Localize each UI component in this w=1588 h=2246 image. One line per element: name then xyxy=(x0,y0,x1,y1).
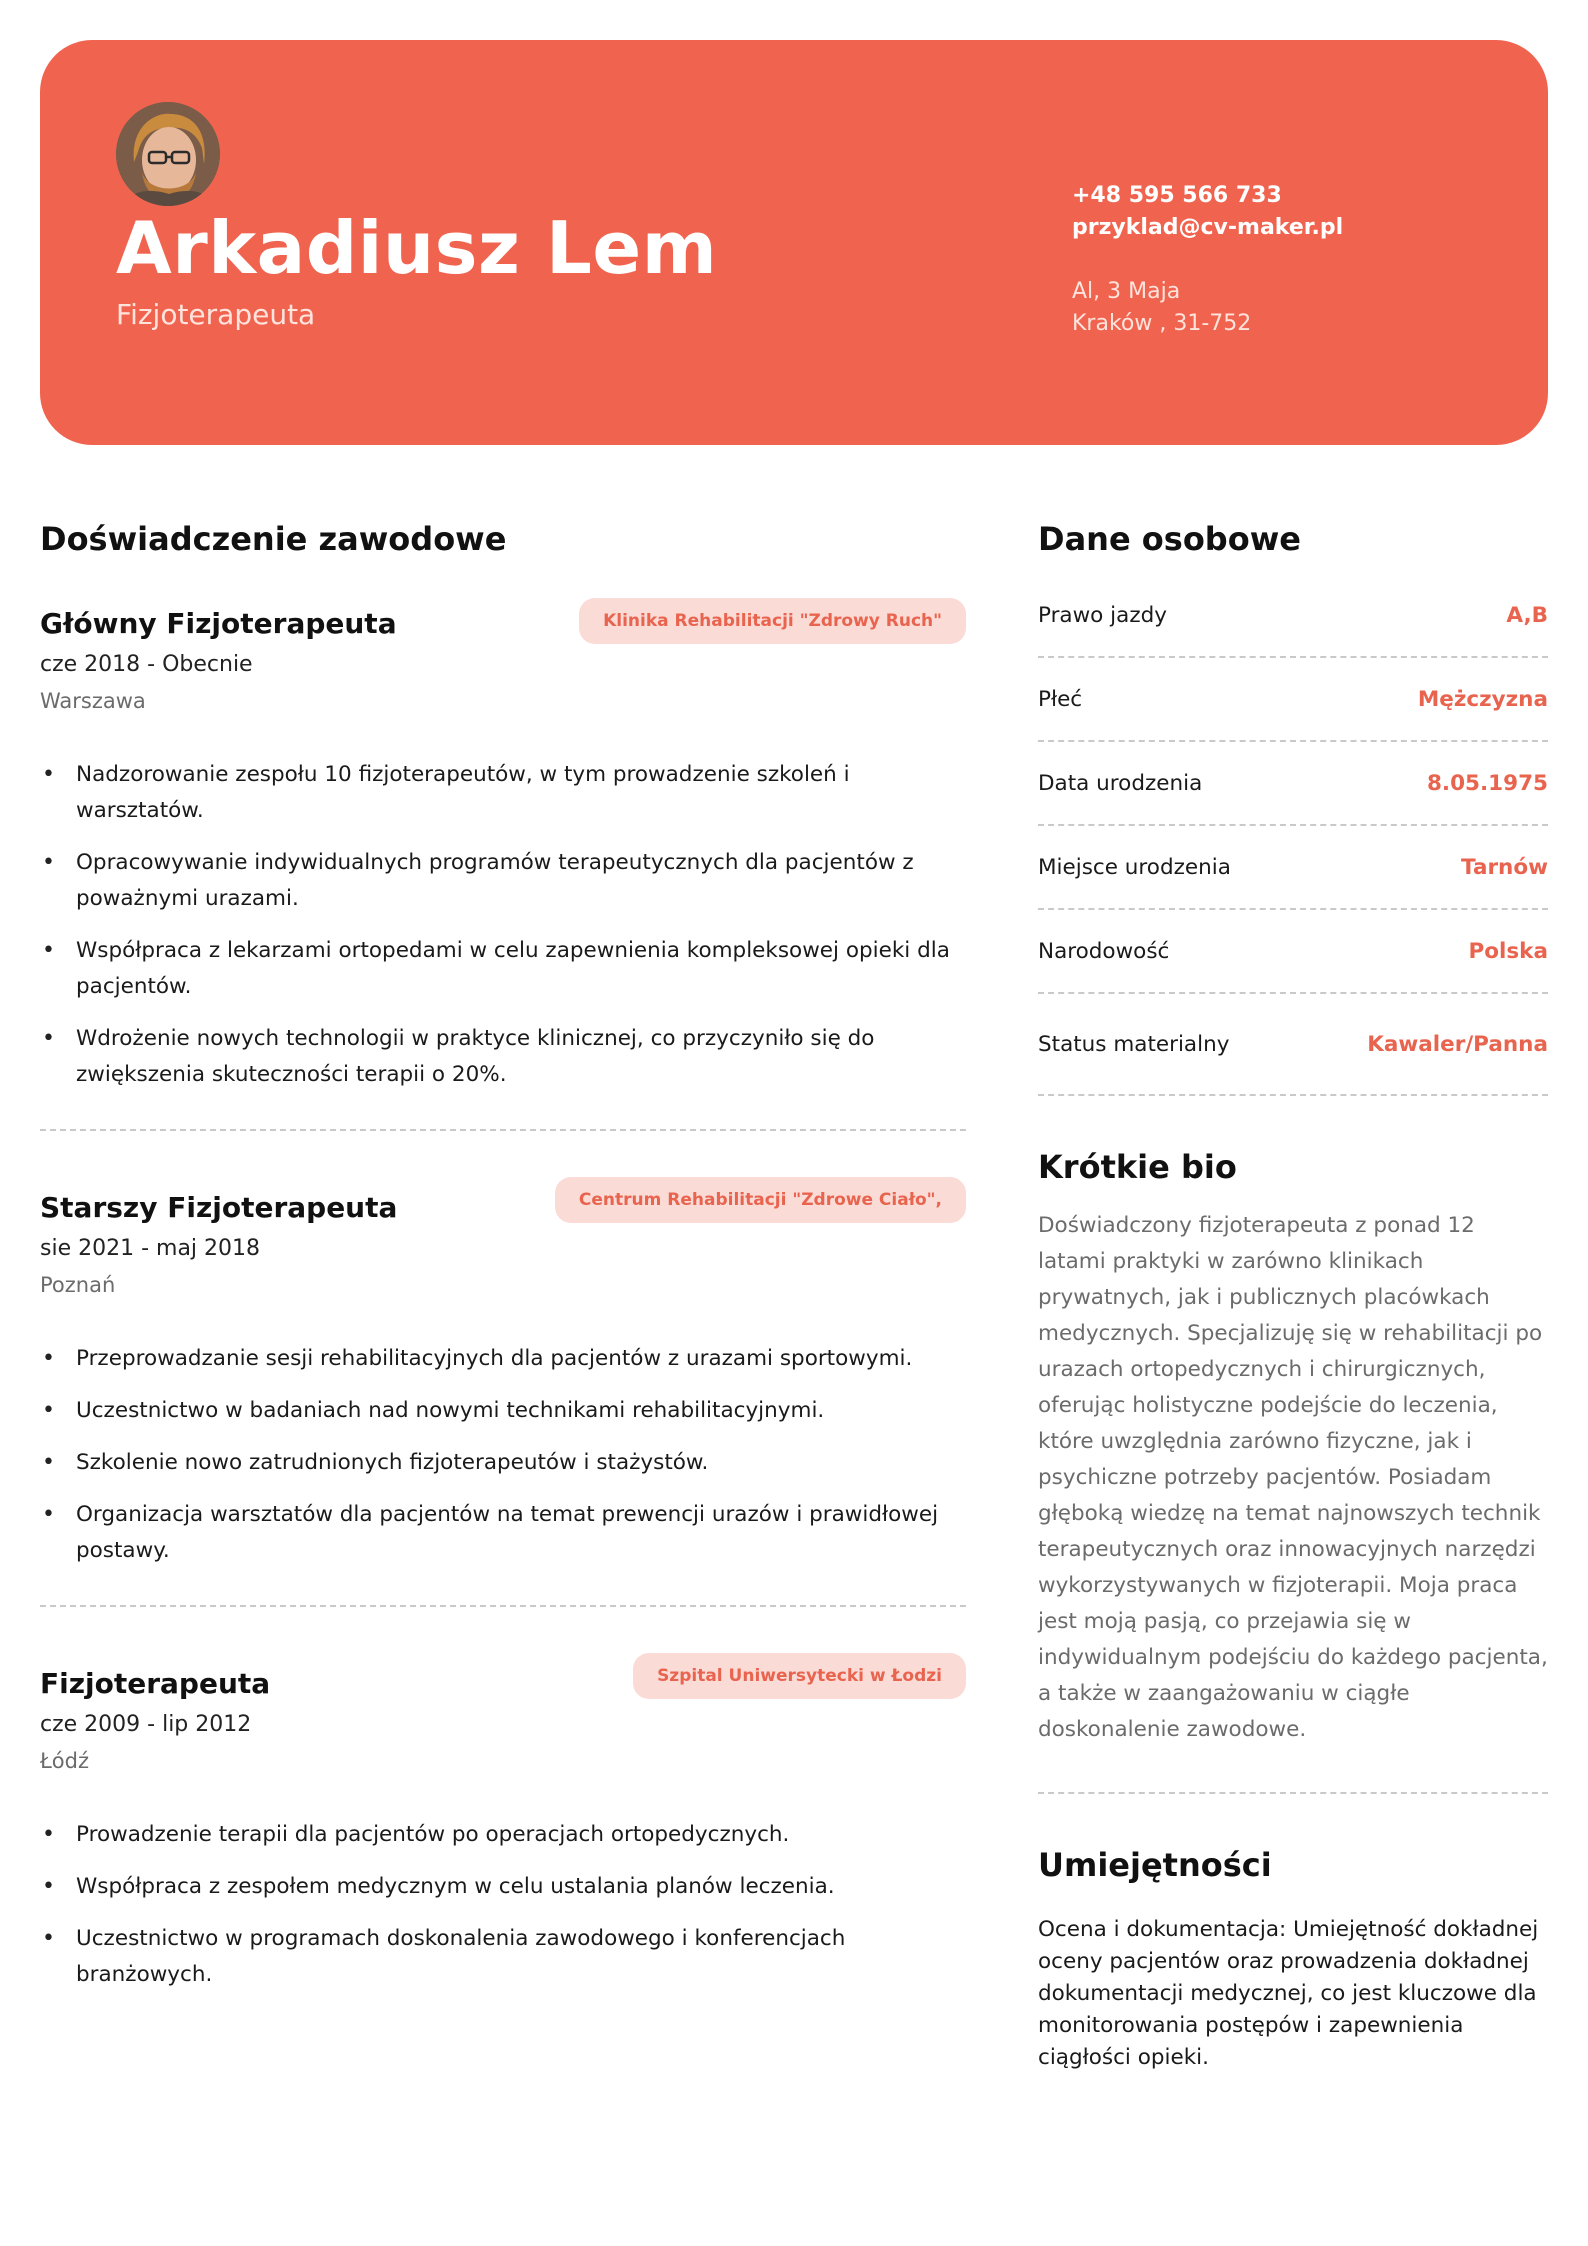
skills-heading: Umiejętności xyxy=(1038,1846,1272,1884)
divider xyxy=(40,1605,966,1607)
personal-label: Status materialny xyxy=(1038,1031,1230,1057)
job-entry xyxy=(40,1177,966,1569)
experience-heading: Doświadczenie zawodowe xyxy=(40,520,507,558)
personal-label: Płeć xyxy=(1038,686,1083,712)
personal-data-list xyxy=(1038,574,1548,1096)
personal-row xyxy=(1038,574,1548,658)
job-entry xyxy=(40,598,966,1093)
personal-value: Tarnów xyxy=(1461,854,1548,880)
personal-value: Mężczyzna xyxy=(1417,686,1548,712)
list-item: • Szkolenie nowo zatrudnionych fizjoterapeutów i stażystów. xyxy=(40,1445,966,1481)
list-item: • Wdrożenie nowych technologii w praktyce klinicznej, co przyczyniło się do zwiększenia skuteczności terapii o 20%. xyxy=(40,1021,966,1093)
personal-row xyxy=(1038,826,1548,910)
bio-text: Doświadczony fizjoterapeuta z ponad 12 latami praktyki w zarówno klinikach prywatnych, jak i publicznych placówkach medycznych. Specjalizuję się w rehabilitacji po urazach ortopedycznych i chirurgicznych, oferując holistyczne podejście do leczenia, które uwzględnia zarówno fizyczne, jak i psychiczne potrzeby pacjentów. Posiadam głęboką wiedzę na temat najnowszych technik terapeutycznych oraz innowacyjnych narzędzi wykorzystywanych w fizjoterapii. Moja praca jest moją pasją, co przejawia się w indywidualnym podejściu do każdego pacjenta, a także w zaangażowaniu w ciągłe doskonalenie zawodowe. xyxy=(1038,1213,1548,1742)
personal-heading: Dane osobowe xyxy=(1038,520,1301,558)
duties-list xyxy=(40,1341,966,1569)
header-banner xyxy=(40,40,1548,445)
list-item: • Prowadzenie terapii dla pacjentów po operacjach ortopedycznych. xyxy=(40,1817,966,1853)
job-title: Starszy Fizjoterapeuta xyxy=(40,1191,398,1224)
personal-label: Data urodzenia xyxy=(1038,770,1203,796)
job-city: Łódź xyxy=(40,1749,90,1773)
address-line-1: Al, 3 Maja xyxy=(1072,279,1181,304)
job-dates: cze 2009 - lip 2012 xyxy=(40,1712,252,1737)
email[interactable]: przyklad@cv-maker.pl xyxy=(1072,215,1344,240)
candidate-job-title: Fizjoterapeuta xyxy=(116,298,316,331)
personal-row xyxy=(1038,658,1548,742)
job-entry xyxy=(40,1653,966,1993)
sidebar xyxy=(1038,520,1548,2074)
duties-list xyxy=(40,757,966,1093)
list-item: • Współpraca z lekarzami ortopedami w celu zapewnienia kompleksowej opieki dla pacjentów. xyxy=(40,933,966,1005)
job-dates: cze 2018 - Obecnie xyxy=(40,652,253,677)
list-item: • Organizacja warsztatów dla pacjentów na temat prewencji urazów i prawidłowej postawy. xyxy=(40,1497,966,1569)
job-city: Poznań xyxy=(40,1273,116,1297)
address-line-2: Kraków , 31-752 xyxy=(1072,311,1252,336)
personal-value: Polska xyxy=(1468,938,1548,964)
personal-label: Miejsce urodzenia xyxy=(1038,854,1231,880)
divider xyxy=(40,1129,966,1131)
contact-block xyxy=(1072,180,1343,340)
avatar xyxy=(116,102,220,206)
list-item: • Uczestnictwo w programach doskonalenia zawodowego i konferencjach branżowych. xyxy=(40,1921,966,1993)
personal-value: Kawaler/Panna xyxy=(1367,1031,1548,1057)
job-dates: sie 2021 - maj 2018 xyxy=(40,1236,261,1261)
divider xyxy=(1038,1792,1548,1794)
list-item: • Uczestnictwo w badaniach nad nowymi technikami rehabilitacyjnymi. xyxy=(40,1393,966,1429)
personal-row xyxy=(1038,742,1548,826)
list-item: • Opracowywanie indywidualnych programów terapeutycznych dla pacjentów z poważnymi urazami. xyxy=(40,845,966,917)
company-badge: Szpital Uniwersytecki w Łodzi xyxy=(633,1653,966,1699)
job-title: Fizjoterapeuta xyxy=(40,1667,271,1700)
personal-value: 8.05.1975 xyxy=(1426,770,1548,796)
experience-section xyxy=(40,520,966,2009)
duties-list xyxy=(40,1817,966,1993)
personal-label: Narodowość xyxy=(1038,938,1170,964)
personal-value: A,B xyxy=(1506,602,1548,628)
job-city: Warszawa xyxy=(40,689,146,713)
skills-text: Ocena i dokumentacja: Umiejętność dokładnej oceny pacjentów oraz prowadzenia dokładnej dokumentacji medycznej, co jest kluczowe dla monitorowania postępów i zapewnienia ciągłości opieki. xyxy=(1038,1917,1539,2070)
job-title: Główny Fizjoterapeuta xyxy=(40,607,397,640)
list-item: • Przeprowadzanie sesji rehabilitacyjnych dla pacjentów z urazami sportowymi. xyxy=(40,1341,966,1377)
company-badge: Klinika Rehabilitacji "Zdrowy Ruch" xyxy=(579,598,966,644)
avatar-photo-icon xyxy=(116,102,220,206)
company-badge: Centrum Rehabilitacji "Zdrowe Ciało", xyxy=(555,1177,966,1223)
list-item: • Nadzorowanie zespołu 10 fizjoterapeutów, w tym prowadzenie szkoleń i warsztatów. xyxy=(40,757,966,829)
bio-heading: Krótkie bio xyxy=(1038,1148,1237,1186)
personal-row xyxy=(1038,994,1548,1096)
personal-row xyxy=(1038,910,1548,994)
phone[interactable]: +48 595 566 733 xyxy=(1072,183,1282,208)
candidate-name: Arkadiusz Lem xyxy=(116,206,718,290)
list-item: • Współpraca z zespołem medycznym w celu ustalania planów leczenia. xyxy=(40,1869,966,1905)
personal-label: Prawo jazdy xyxy=(1038,602,1167,628)
